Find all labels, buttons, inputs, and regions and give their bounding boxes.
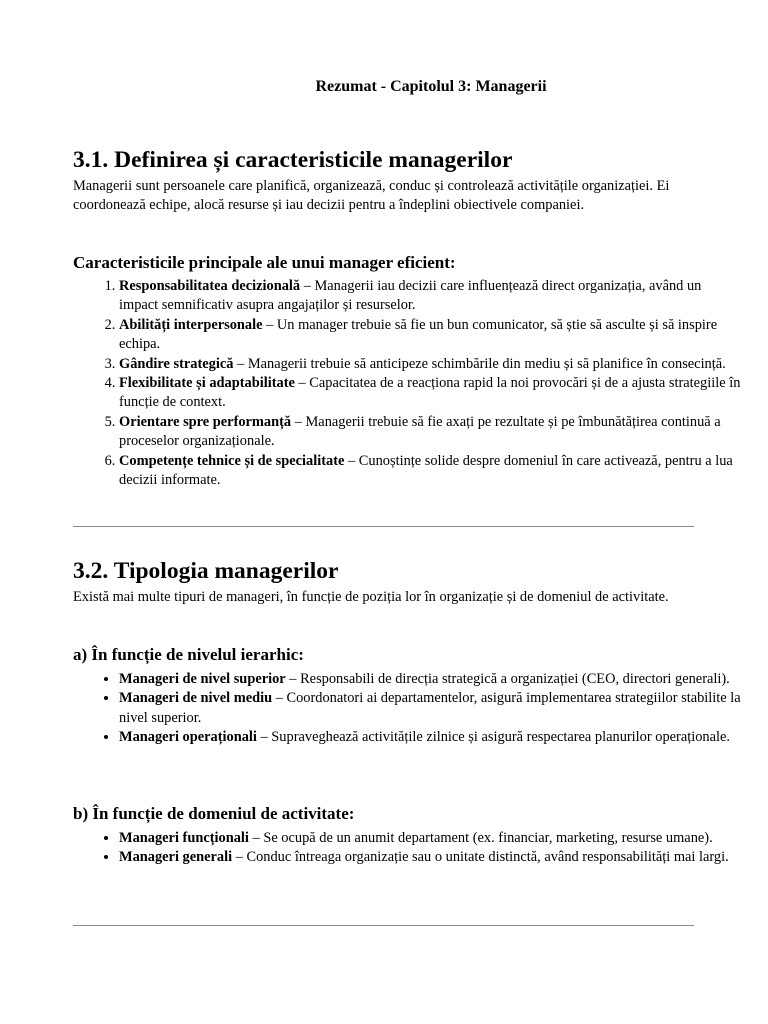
list-item	[119, 413, 741, 452]
list-item-desc: – Managerii iau decizii care influențează direct organizația, având un impact semnificativ asupra angajaților și resurselor.	[119, 278, 702, 314]
list-item-term: Manageri funcționali	[119, 830, 249, 846]
list-item	[119, 374, 741, 413]
list-item-desc: – Coordonatori ai departamentelor, asigură implementarea strategiilor stabilite la nivel superior.	[119, 690, 741, 726]
characteristics-list	[73, 277, 741, 490]
section-divider	[73, 925, 694, 926]
list-item-term: Flexibilitate și adaptabilitate	[119, 375, 295, 392]
list-item	[119, 316, 741, 355]
section-2-heading: 3.2. Tipologia managerilor	[73, 558, 339, 584]
list-item-desc: – Cunoștințe solide despre domeniul în care activează, pentru a lua decizii informate.	[119, 452, 733, 489]
list-item-term: Manageri generali	[119, 849, 233, 866]
list-item-desc: – Supraveghează activitățile zilnice și asigură respectarea planurilor operaționale.	[256, 729, 730, 746]
list-item-desc: – Un manager trebuie să fie un bun comunicator, să știe să asculte și să inspire echipa.	[119, 316, 718, 353]
list-item-desc: – Capacitatea de a reacționa rapid la noi provocări și de a ajusta strategiile în funcție de context.	[119, 375, 741, 411]
list-item	[119, 728, 741, 747]
section-1-intro: Managerii sunt persoanele care planifică, organizează, conduc și controlează activitățile organizației. Ei coordonează echipe, alocă resurse și iau decizii pentru a îndeplini obiectivele companiei.	[73, 178, 670, 214]
section-1-heading: 3.1. Definirea și caracteristicile managerilor	[73, 147, 513, 173]
list-item-desc: – Managerii trebuie să fie axați pe rezultate și pe îmbunătățirea continuă a proceselor organizaționale.	[119, 413, 721, 450]
section-divider	[73, 526, 694, 527]
list-item-term: Manageri de nivel mediu	[119, 690, 273, 707]
list-item-term: Responsabilitatea decizională	[119, 278, 301, 294]
list-item-desc: – Managerii trebuie să anticipeze schimbările din mediu și să planifice în consecință.	[233, 355, 726, 372]
list-item-term: Gândire strategică	[119, 355, 234, 372]
document-title: Rezumat - Capitolul 3: Managerii	[315, 78, 547, 95]
section-2-intro: Există mai multe tipuri de manageri, în funcție de poziția lor în organizație și de domeniul de activitate.	[73, 589, 669, 605]
list-item-term: Manageri operaționali	[119, 729, 257, 746]
list-item	[119, 689, 741, 728]
list-item	[119, 848, 741, 867]
list-item	[119, 670, 741, 689]
list-item	[119, 829, 741, 848]
hierarchy-list	[73, 670, 741, 748]
list-item-desc: – Conduc întreaga organizație sau o unitate distinctă, având responsabilități mai largi.	[232, 849, 729, 866]
list-item	[119, 355, 741, 374]
section-1-subheading: Caracteristicile principale ale unui manager eficient:	[73, 253, 456, 272]
list-item-desc: – Responsabili de direcția strategică a organizației (CEO, directori generali).	[285, 671, 730, 687]
list-item-desc: – Se ocupă de un anumit departament (ex. financiar, marketing, resurse umane).	[248, 830, 713, 846]
list-item-term: Manageri de nivel superior	[119, 671, 286, 687]
list-item	[119, 277, 741, 316]
subsection-a-heading: a) În funcție de nivelul ierarhic:	[73, 645, 304, 664]
domain-list	[73, 829, 741, 868]
list-item-term: Abilități interpersonale	[119, 316, 263, 333]
list-item-term: Competențe tehnice și de specialitate	[119, 452, 345, 469]
list-item-term: Orientare spre performanță	[119, 413, 292, 430]
subsection-b-heading: b) În funcție de domeniul de activitate:	[73, 804, 355, 823]
list-item	[119, 452, 741, 491]
